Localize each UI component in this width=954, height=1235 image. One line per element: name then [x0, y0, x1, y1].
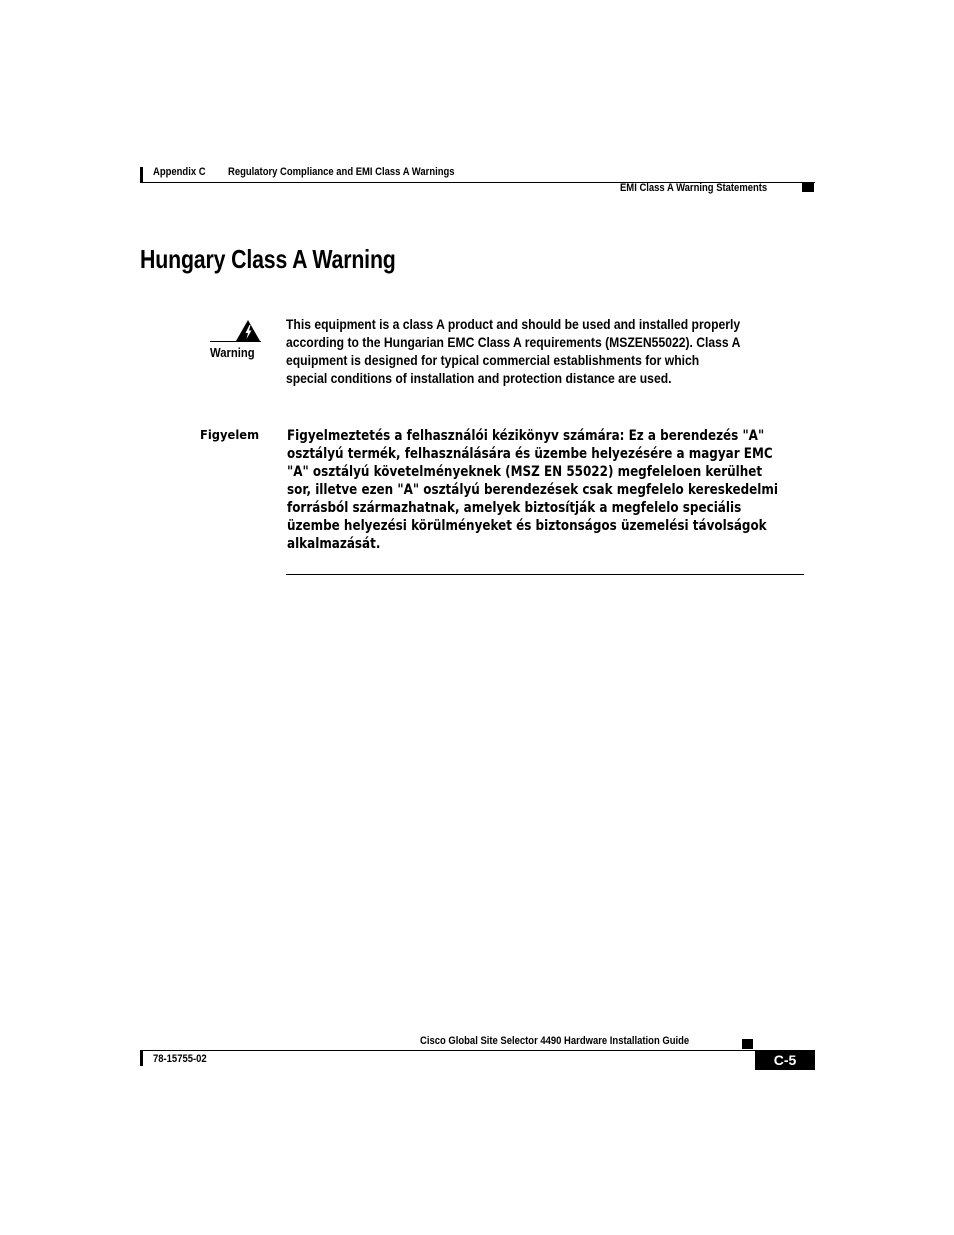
warning-line: according to the Hungarian EMC Class A requirements (MSZEN55022). Class A	[286, 335, 741, 350]
warning-label-rule	[210, 341, 261, 342]
warning-line: This equipment is a class A product and should be used and installed properly	[286, 317, 741, 332]
warning-triangle-icon	[235, 319, 261, 342]
figyelem-line: sor, illetve ezen "A" osztályú berendezések csak megfelelo kereskedelmi	[287, 482, 778, 498]
footer-left-bar	[140, 1050, 143, 1066]
footer-guide-title: Cisco Global Site Selector 4490 Hardware Installation Guide	[420, 1035, 690, 1047]
header-section-title: EMI Class A Warning Statements	[620, 182, 768, 194]
figyelem-line: osztályú termék, felhasználására és üzembe helyezésére a magyar EMC	[287, 446, 773, 462]
page-title: Hungary Class A Warning	[140, 244, 396, 274]
figyelem-label: Figyelem	[200, 427, 260, 442]
figyelem-line: üzembe helyezési körülményeket és biztonságos üzemelési távolságok	[287, 518, 767, 534]
header-chapter-title: Regulatory Compliance and EMI Class A Warnings	[228, 166, 455, 178]
figyelem-line: Figyelmeztetés a felhasználói kézikönyv számára: Ez a berendezés "A"	[287, 428, 765, 444]
footer-doc-number: 78-15755-02	[153, 1053, 207, 1065]
warning-line: special conditions of installation and protection distance are used.	[286, 371, 672, 386]
header-left-bar	[140, 167, 143, 183]
warning-label: Warning	[210, 346, 255, 360]
footer-marker	[742, 1039, 753, 1049]
page-number: C-5	[755, 1050, 815, 1070]
footer-rule	[140, 1050, 815, 1051]
header-marker	[802, 182, 814, 192]
figyelem-line: alkalmazását.	[287, 536, 381, 552]
figyelem-text	[287, 427, 778, 553]
warning-text	[286, 316, 808, 388]
figyelem-line: "A" osztályú követelményeknek (MSZ EN 55022) megfeleloen kerülhet	[287, 464, 763, 480]
figyelem-line: forrásból származhatnak, amelyek biztosítják a megfelelo speciális	[287, 500, 742, 516]
header-appendix: Appendix C	[153, 166, 206, 178]
warning-line: equipment is designed for typical commercial establishments for which	[286, 353, 700, 368]
section-end-rule	[286, 574, 804, 575]
